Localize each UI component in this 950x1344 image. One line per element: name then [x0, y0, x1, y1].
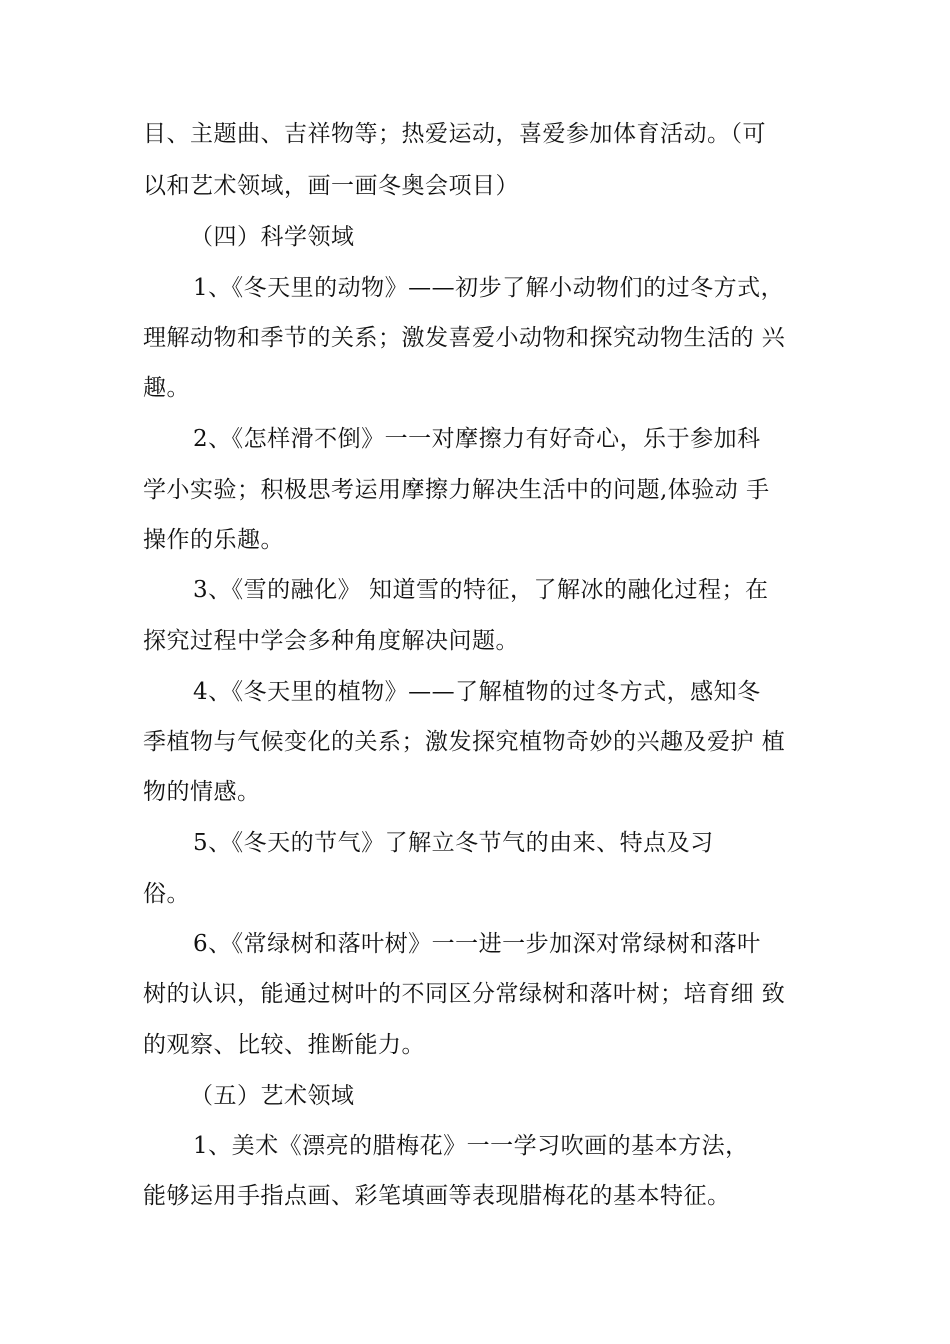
- text-line: 探究过程中学会多种角度解决问题。: [143, 628, 519, 654]
- text-line: 物的情感。: [143, 779, 261, 805]
- section-heading-science: （四）科学领域: [190, 224, 355, 250]
- text-line: 俗。: [143, 881, 190, 907]
- text-line: 以和艺术领域，画一画冬奥会项目）: [143, 173, 519, 199]
- section-heading-art: （五）艺术领域: [190, 1083, 355, 1109]
- text-line: 学小实验；积极思考运用摩擦力解决生活中的问题,体验动 手: [143, 477, 770, 503]
- text-line: 趣。: [143, 375, 190, 401]
- text-line: 2、《怎样滑不倒》一一对摩擦力有好奇心，乐于参加科: [193, 426, 761, 452]
- text-line: 操作的乐趣。: [143, 527, 284, 553]
- text-line: 1、《冬天里的动物》——初步了解小动物们的过冬方式，: [193, 275, 785, 301]
- text-line: 目、主题曲、吉祥物等；热爱运动，喜爱参加体育活动。（可: [143, 121, 766, 147]
- text-line: 季植物与气候变化的关系；激发探究植物奇妙的兴趣及爱护 植: [143, 729, 786, 755]
- text-line: 4、《冬天里的植物》——了解植物的过冬方式，感知冬: [193, 679, 761, 705]
- text-line: 5、《冬天的节气》了解立冬节气的由来、特点及习: [193, 830, 714, 856]
- text-line: 的观察、比较、推断能力。: [143, 1032, 425, 1058]
- text-line: 1、美术《漂亮的腊梅花》一一学习吹画的基本方法，: [193, 1133, 749, 1159]
- text-line: 3、《雪的融化》 知道雪的特征，了解冰的融化过程；在: [193, 577, 769, 603]
- text-line: 能够运用手指点画、彩笔填画等表现腊梅花的基本特征。: [143, 1183, 731, 1209]
- text-line: 6、《常绿树和落叶树》一一进一步加深对常绿树和落叶: [193, 931, 761, 957]
- text-line: 理解动物和季节的关系；激发喜爱小动物和探究动物生活的 兴: [143, 325, 786, 351]
- text-line: 树的认识，能通过树叶的不同区分常绿树和落叶树；培育细 致: [143, 981, 786, 1007]
